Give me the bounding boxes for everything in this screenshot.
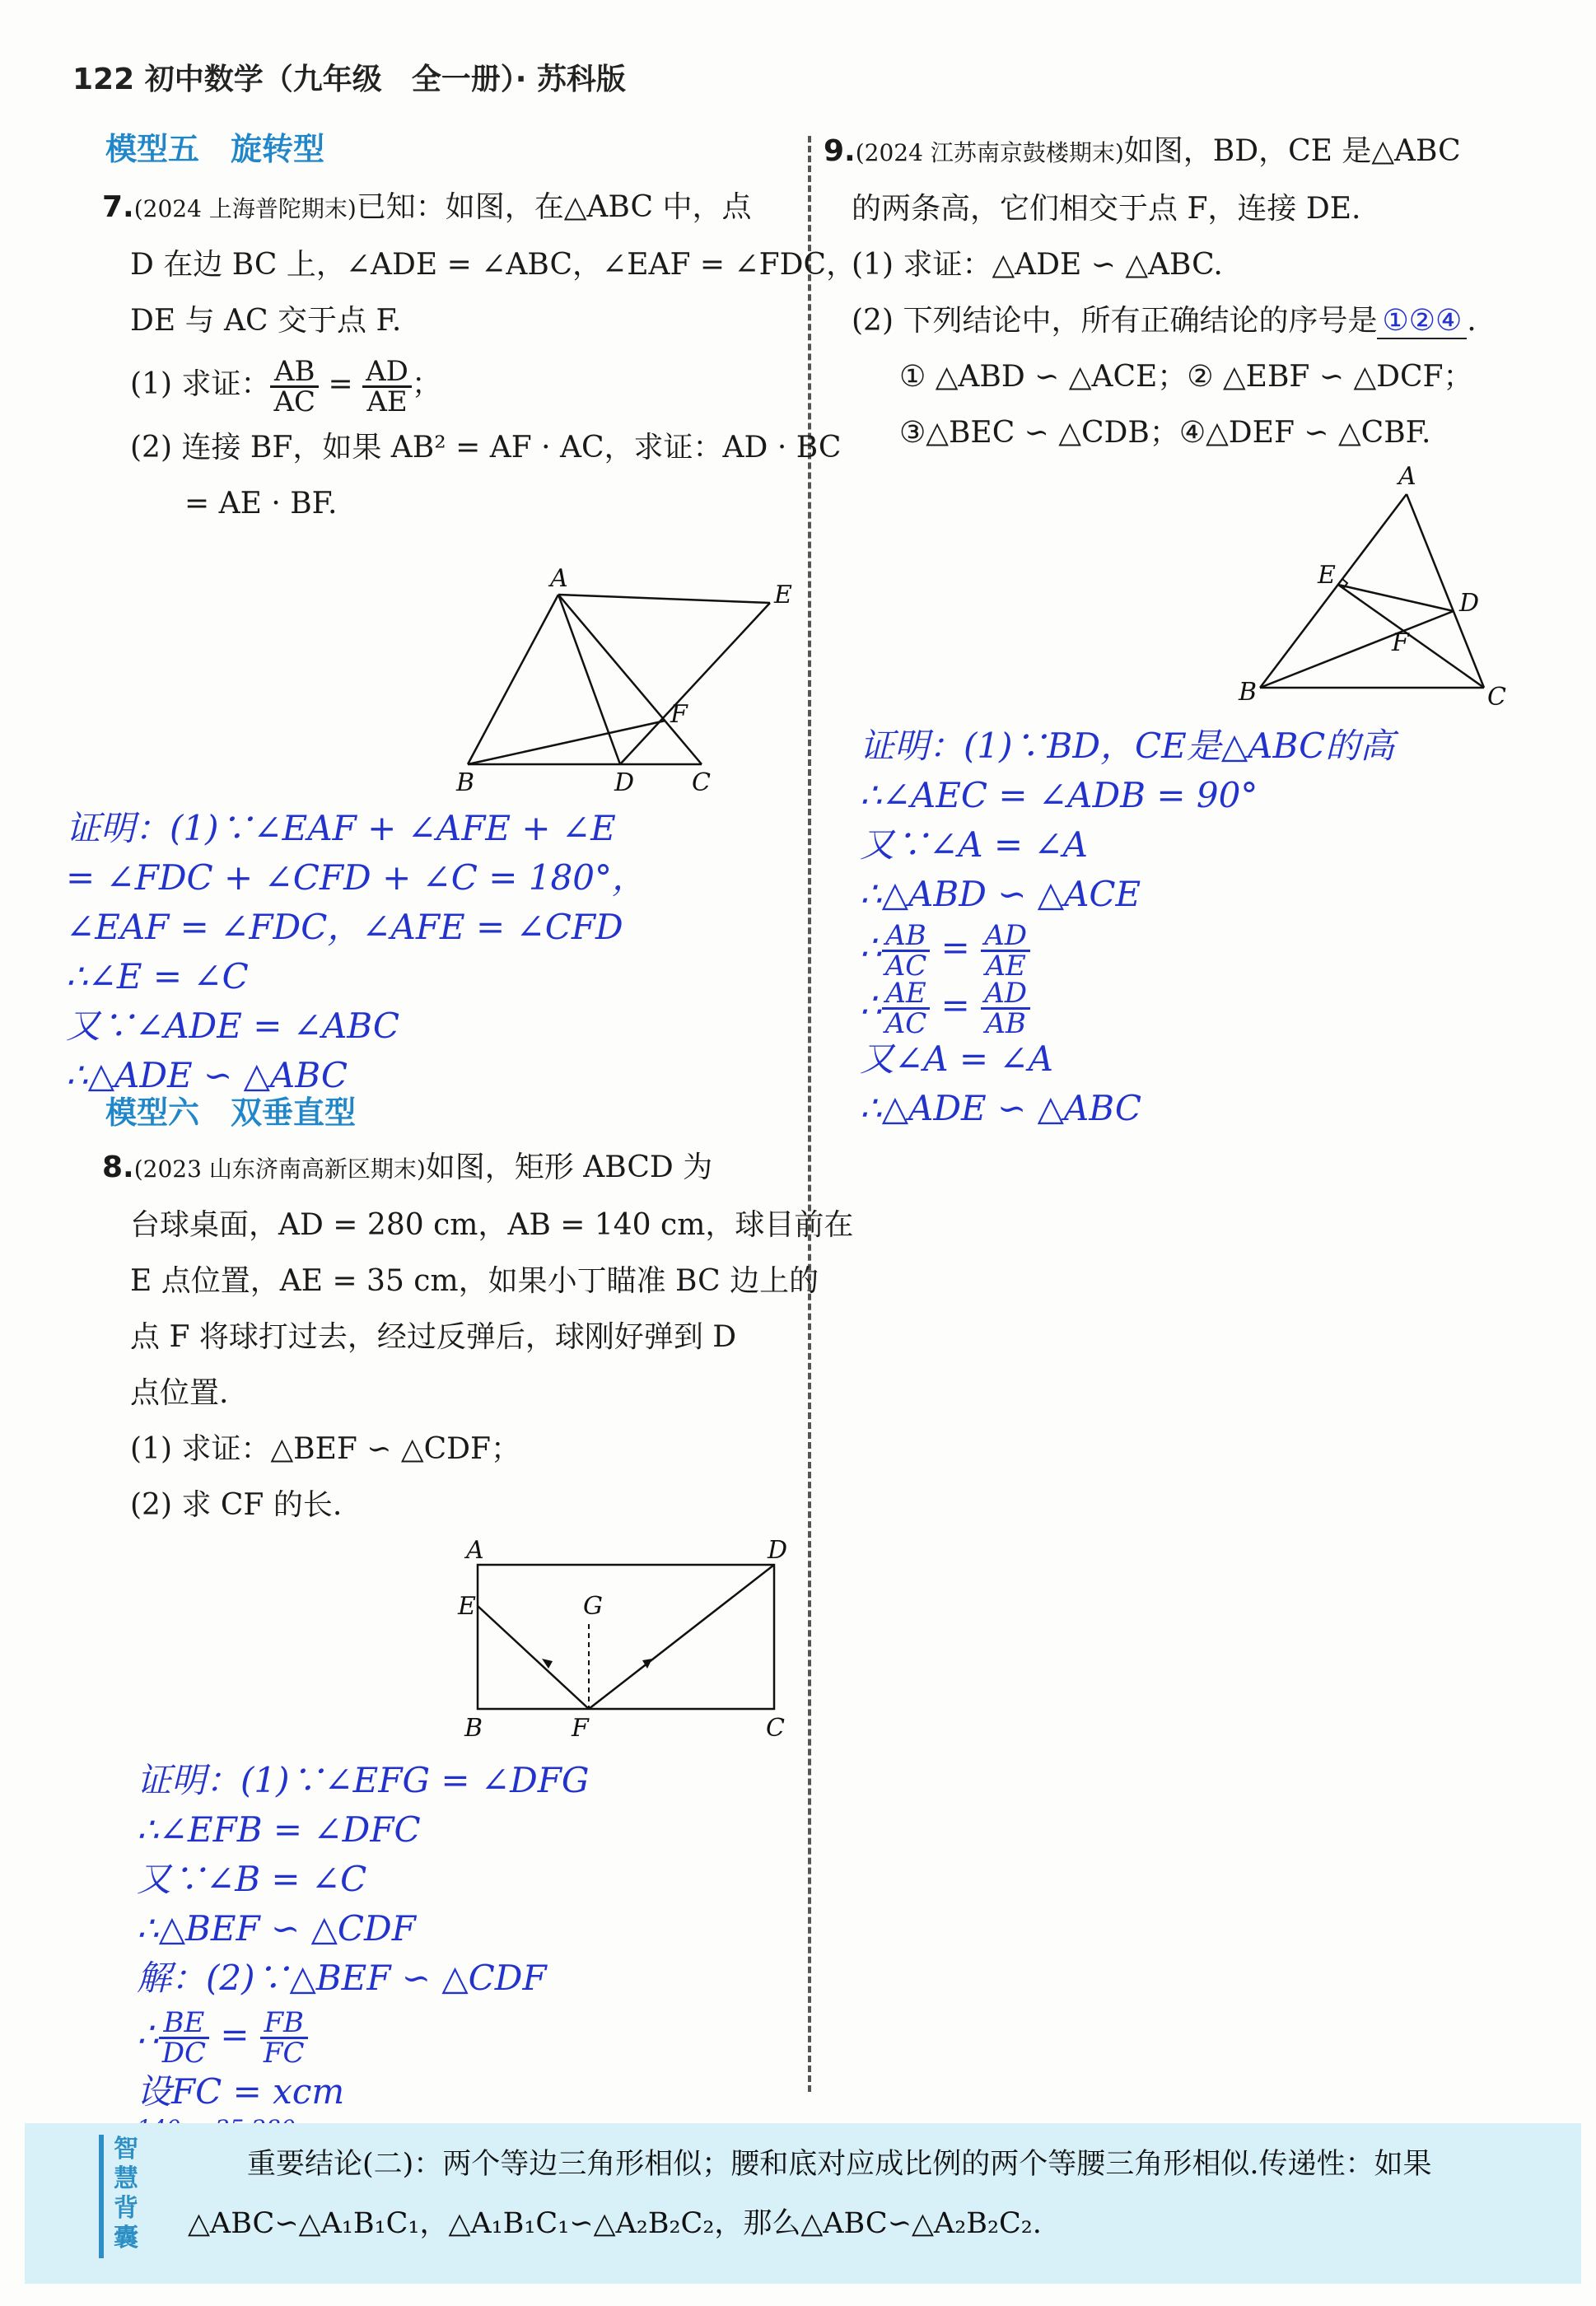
- q9-solution: [860, 721, 1394, 1133]
- q9-label-c: C: [1487, 683, 1506, 712]
- q8-hw-line: 解：(2)∵△BEF ∽ △CDF: [137, 1958, 547, 1998]
- q7-label-a: A: [550, 564, 568, 593]
- q9-part2-answer: ①②④: [1377, 304, 1467, 339]
- q8-hw-line: 证明：(1)∵∠EFG = ∠DFG: [137, 1760, 590, 1800]
- q7-label-f: F: [670, 700, 688, 729]
- q9-frac-ad-ae: $\frac{AD}{AE}$: [981, 922, 1030, 980]
- q9-hw-line: 又∵∠A = ∠A: [860, 824, 1088, 865]
- q7-label-b: B: [456, 768, 475, 797]
- tip-line1: 重要结论(二)：两个等边三角形相似；腰和底对应成比例的两个等腰三角形相似.传递性：如果: [247, 2148, 1432, 2181]
- q7-part2-line2: = AE · BF.: [184, 487, 338, 520]
- q9-part1: (1) 求证：△ADE ∽ △ABC.: [852, 248, 1223, 282]
- question-7: 7.(2024 上海普陀期末)已知：如图，在△ABC 中，点 D 在边 BC 上，∠ADE = ∠ABC，∠EAF = ∠FDC， DE 与 AC 交于点 F. (1) 求证： $\frac{AB}{AC}$ = $\frac{AD}{AE}$ ； (2) 连接 BF，如果 AB² = AF · AC，求证：AD · BC = AE · BF.: [102, 180, 798, 532]
- tip-line2: △ABC∽△A₁B₁C₁，△A₁B₁C₁∽△A₂B₂C₂，那么△ABC∽△A₂B₂C₂.: [188, 2207, 1042, 2240]
- q9-line2: 的两条高，它们相交于点 F，连接 DE.: [852, 192, 1361, 226]
- q9-hw-line: ∴∠AEC = ∠ADB = 90°: [860, 775, 1258, 815]
- q7-frac-ab-ac: $\frac{AB}{AC}$: [270, 357, 319, 416]
- q8-figure: [445, 1532, 807, 1746]
- q8-hw-line: 设FC = xcm: [137, 2071, 345, 2112]
- q9-label-a: A: [1398, 462, 1416, 491]
- q8-line2: 台球桌面，AD = 280 cm，AB = 140 cm，球目前在: [130, 1208, 854, 1242]
- q9-label-e: E: [1318, 561, 1336, 590]
- q8-part1: (1) 求证：△BEF ∽ △CDF；: [130, 1432, 520, 1466]
- q8-hw-fraction-line: ∴ $\frac{BE}{DC}$ = $\frac{FB}{FC}$: [137, 2003, 590, 2067]
- q9-hw-line: 又∠A = ∠A: [860, 1039, 1053, 1079]
- q9-label-b: B: [1239, 678, 1258, 707]
- q9-frac-ae-ac: $\frac{AE}{AC}$: [882, 979, 931, 1038]
- section-title-model6: 模型六 双垂直型: [105, 1095, 357, 1131]
- q7-number: 7.: [102, 190, 134, 224]
- q9-line1: 如图，BD，CE 是△ABC: [1123, 134, 1461, 168]
- q9-frac-ab-ac: $\frac{AB}{AC}$: [882, 922, 931, 980]
- page-number: 122: [72, 63, 135, 96]
- question-8: [102, 1140, 854, 1533]
- q7-label-e: E: [774, 581, 792, 609]
- q7-figure: [445, 564, 807, 799]
- q8-label-e: E: [458, 1592, 476, 1621]
- q7-frac-ad-ae: $\frac{AD}{AE}$: [362, 357, 412, 416]
- q8-line3: E 点位置，AE = 35 cm，如果小丁瞄准 BC 边上的: [130, 1264, 819, 1298]
- q9-figure: [1227, 461, 1524, 717]
- q8-frac-be-dc: $\frac{BE}{DC}$: [159, 2009, 209, 2067]
- q8-line5: 点位置.: [130, 1376, 229, 1410]
- q8-line1: 如图，矩形 ABCD 为: [425, 1151, 713, 1184]
- q8-label-b: B: [464, 1714, 483, 1743]
- q9-source: (2024 江苏南京鼓楼期末): [855, 139, 1124, 166]
- q7-hw-line: ∴∠E = ∠C: [66, 956, 249, 997]
- q7-line3: DE 与 AC 交于点 F.: [130, 304, 402, 338]
- q9-hw-fraction-line: ∴ $\frac{AB}{AC}$ = $\frac{AD}{AE}$: [860, 919, 1394, 977]
- q7-solution: [66, 804, 646, 1095]
- q7-label-d: D: [614, 768, 635, 797]
- tip-tag: 智慧背囊: [114, 2135, 138, 2252]
- section-title-model5: 模型五 旋转型: [105, 131, 325, 167]
- q7-hw-line: ∴△ADE ∽ △ABC: [66, 1055, 348, 1095]
- q9-hw-line: 证明：(1)∵BD，CE是△ABC的高: [860, 726, 1395, 766]
- q8-line4: 点 F 将球打过去，经过反弹后，球刚好弹到 D: [130, 1320, 737, 1354]
- q7-label-c: C: [692, 768, 711, 797]
- q9-hw-line: ∴△ADE ∽ △ABC: [860, 1088, 1141, 1128]
- q7-part2-line1: (2) 连接 BF，如果 AB² = AF · AC，求证：AD · BC: [130, 431, 842, 464]
- q8-frac-fb-fc: $\frac{FB}{FC}$: [260, 2009, 308, 2067]
- q7-source: (2024 上海普陀期末): [133, 195, 357, 222]
- q8-hw-line: ∴△BEF ∽ △CDF: [137, 1908, 416, 1949]
- tip-accent-bar: [99, 2135, 104, 2258]
- q8-label-g: G: [583, 1592, 603, 1621]
- q8-label-a: A: [466, 1536, 484, 1565]
- q9-hw-line: ∴△ABD ∽ △ACE: [860, 874, 1141, 914]
- q8-label-c: C: [766, 1714, 785, 1743]
- q8-label-d: D: [768, 1536, 788, 1565]
- q7-hw-line: 证明：(1)∵∠EAF + ∠AFE + ∠E: [66, 808, 616, 848]
- q7-line1: 已知：如图，在△ABC 中，点: [356, 190, 752, 224]
- q9-part2-prefix: (2) 下列结论中，所有正确结论的序号是: [852, 304, 1378, 338]
- q9-label-f: F: [1392, 628, 1409, 657]
- q9-number: 9.: [824, 134, 856, 168]
- q8-label-f: F: [572, 1714, 589, 1743]
- q9-frac-ad-ab: $\frac{AD}{AB}$: [981, 979, 1030, 1038]
- q8-part2: (2) 求 CF 的长.: [130, 1488, 343, 1522]
- book-title: 初中数学（九年级 全一册）· 苏科版: [144, 63, 626, 96]
- q8-hw-line: 又∵∠B = ∠C: [137, 1859, 367, 1899]
- q7-part1-prefix: (1) 求证：: [130, 367, 271, 401]
- q7-line2: D 在边 BC 上，∠ADE = ∠ABC，∠EAF = ∠FDC，: [130, 248, 856, 282]
- q9-hw-fraction-line: ∴ $\frac{AE}{AC}$ = $\frac{AD}{AB}$: [860, 977, 1394, 1034]
- page-header: [72, 56, 626, 98]
- q9-label-d: D: [1459, 589, 1480, 618]
- q9-options-line1: ① △ABD ∽ △ACE；② △EBF ∽ △DCF；: [899, 360, 1473, 394]
- q8-number: 8.: [102, 1151, 134, 1184]
- question-9: [824, 124, 1548, 461]
- q8-source: (2023 山东济南高新区期末): [133, 1155, 426, 1183]
- q8-hw-line: ∴∠EFB = ∠DFC: [137, 1809, 421, 1850]
- q8-solution: [137, 1756, 590, 2130]
- q9-part2-suffix: .: [1467, 304, 1477, 338]
- q7-hw-line: ∠EAF = ∠FDC，∠AFE = ∠CFD: [66, 907, 623, 947]
- q7-hw-line: = ∠FDC + ∠CFD + ∠C = 180°，: [66, 857, 646, 898]
- q7-hw-line: 又∵∠ADE = ∠ABC: [66, 1006, 400, 1046]
- q9-options-line2: ③△BEC ∽ △CDB；④△DEF ∽ △CBF.: [899, 416, 1431, 450]
